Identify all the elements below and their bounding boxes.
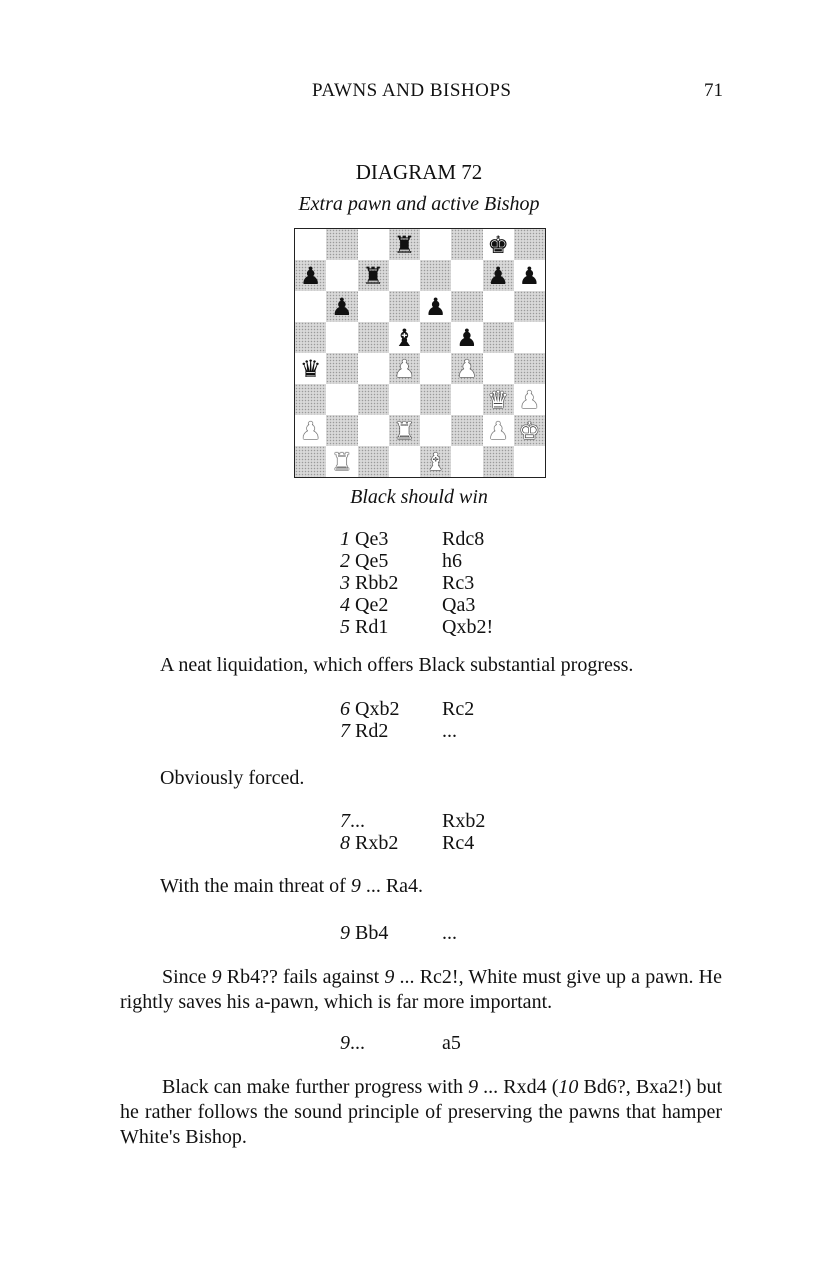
white-pawn-icon: ♟ — [393, 354, 416, 383]
square-a7 — [295, 260, 326, 291]
diagram-title: DIAGRAM 72 — [355, 160, 483, 184]
square-h8 — [514, 229, 545, 260]
square-h2 — [514, 415, 545, 446]
white-rook-icon: ♜ — [331, 447, 353, 476]
page-number: 71 — [704, 80, 723, 101]
square-c6 — [358, 291, 389, 322]
square-a4 — [295, 353, 326, 384]
square-f3 — [451, 384, 482, 415]
square-f6 — [451, 291, 482, 322]
square-g3 — [483, 384, 514, 415]
square-a5 — [295, 322, 326, 353]
square-g6 — [483, 291, 514, 322]
square-d7 — [389, 260, 420, 291]
square-c1 — [358, 446, 389, 477]
running-title: PAWNS AND BISHOPS — [312, 80, 512, 101]
square-b5 — [326, 322, 357, 353]
paragraph-4: Since 9 Rb4?? fails against 9 ... Rc2!, White must give up a pawn. He rightly saves his a-pawn, which is far more important. — [120, 966, 722, 1013]
square-e7 — [420, 260, 451, 291]
square-e4 — [420, 353, 451, 384]
white-pawn-icon: ♟ — [299, 416, 322, 445]
square-b7 — [326, 260, 357, 291]
square-h4 — [514, 353, 545, 384]
square-a8 — [295, 229, 326, 260]
square-a3 — [295, 384, 326, 415]
black-rook-icon: ♜ — [393, 230, 416, 259]
square-e3 — [420, 384, 451, 415]
square-b8 — [326, 229, 357, 260]
square-g1 — [483, 446, 514, 477]
square-d5 — [389, 322, 420, 353]
square-a1 — [295, 446, 326, 477]
square-f8 — [451, 229, 482, 260]
black-pawn-icon: ♟ — [456, 323, 478, 352]
square-c8 — [358, 229, 389, 260]
square-f1 — [451, 446, 482, 477]
square-e5 — [420, 322, 451, 353]
square-g7 — [483, 260, 514, 291]
page-header — [0, 80, 838, 106]
square-b2 — [326, 415, 357, 446]
paragraph-3: With the main threat of 9 ... Ra4. — [160, 875, 424, 897]
square-d3 — [389, 384, 420, 415]
square-b6 — [326, 291, 357, 322]
square-b1 — [326, 446, 357, 477]
white-rook-icon: ♜ — [393, 416, 416, 445]
white-king-icon: ♚ — [518, 416, 541, 445]
black-bishop-icon: ♝ — [393, 323, 416, 352]
white-pawn-icon: ♟ — [456, 354, 478, 383]
black-pawn-icon: ♟ — [299, 261, 322, 290]
square-h6 — [514, 291, 545, 322]
white-queen-icon: ♛ — [487, 385, 509, 414]
square-f7 — [451, 260, 482, 291]
square-e1 — [420, 446, 451, 477]
square-b4 — [326, 353, 357, 384]
square-b3 — [326, 384, 357, 415]
chess-board — [294, 228, 546, 478]
square-f5 — [451, 322, 482, 353]
square-c5 — [358, 322, 389, 353]
square-d1 — [389, 446, 420, 477]
square-d4 — [389, 353, 420, 384]
square-g5 — [483, 322, 514, 353]
paragraph-2: Obviously forced. — [160, 767, 305, 789]
square-e2 — [420, 415, 451, 446]
square-e6 — [420, 291, 451, 322]
square-g8 — [483, 229, 514, 260]
square-a2 — [295, 415, 326, 446]
square-h1 — [514, 446, 545, 477]
paragraph-5: Black can make further progress with 9 ... Rxd4 (10 Bd6?, Bxa2!) but he rather follows the sound principle of preserving the pawns that hamper White's Bishop. — [120, 1076, 723, 1148]
white-pawn-icon: ♟ — [487, 416, 509, 445]
square-h7 — [514, 260, 545, 291]
square-c7 — [358, 260, 389, 291]
white-pawn-icon: ♟ — [518, 385, 541, 414]
square-c2 — [358, 415, 389, 446]
square-d8 — [389, 229, 420, 260]
black-pawn-icon: ♟ — [518, 261, 541, 290]
black-pawn-icon: ♟ — [424, 292, 447, 321]
black-queen-icon: ♛ — [299, 354, 322, 383]
black-pawn-icon: ♟ — [487, 261, 509, 290]
black-pawn-icon: ♟ — [331, 292, 353, 321]
square-c3 — [358, 384, 389, 415]
square-c4 — [358, 353, 389, 384]
square-h3 — [514, 384, 545, 415]
black-king-icon: ♚ — [487, 230, 509, 259]
square-g4 — [483, 353, 514, 384]
square-f2 — [451, 415, 482, 446]
square-f4 — [451, 353, 482, 384]
square-h5 — [514, 322, 545, 353]
square-g2 — [483, 415, 514, 446]
square-d2 — [389, 415, 420, 446]
square-e8 — [420, 229, 451, 260]
white-bishop-icon: ♝ — [424, 447, 447, 476]
paragraph-1: A neat liquidation, which offers Black substantial progress. — [160, 654, 634, 676]
black-rook-icon: ♜ — [362, 261, 384, 290]
square-a6 — [295, 291, 326, 322]
diagram-caption: Black should win — [350, 486, 488, 508]
diagram-subtitle: Extra pawn and active Bishop — [298, 193, 540, 215]
square-d6 — [389, 291, 420, 322]
